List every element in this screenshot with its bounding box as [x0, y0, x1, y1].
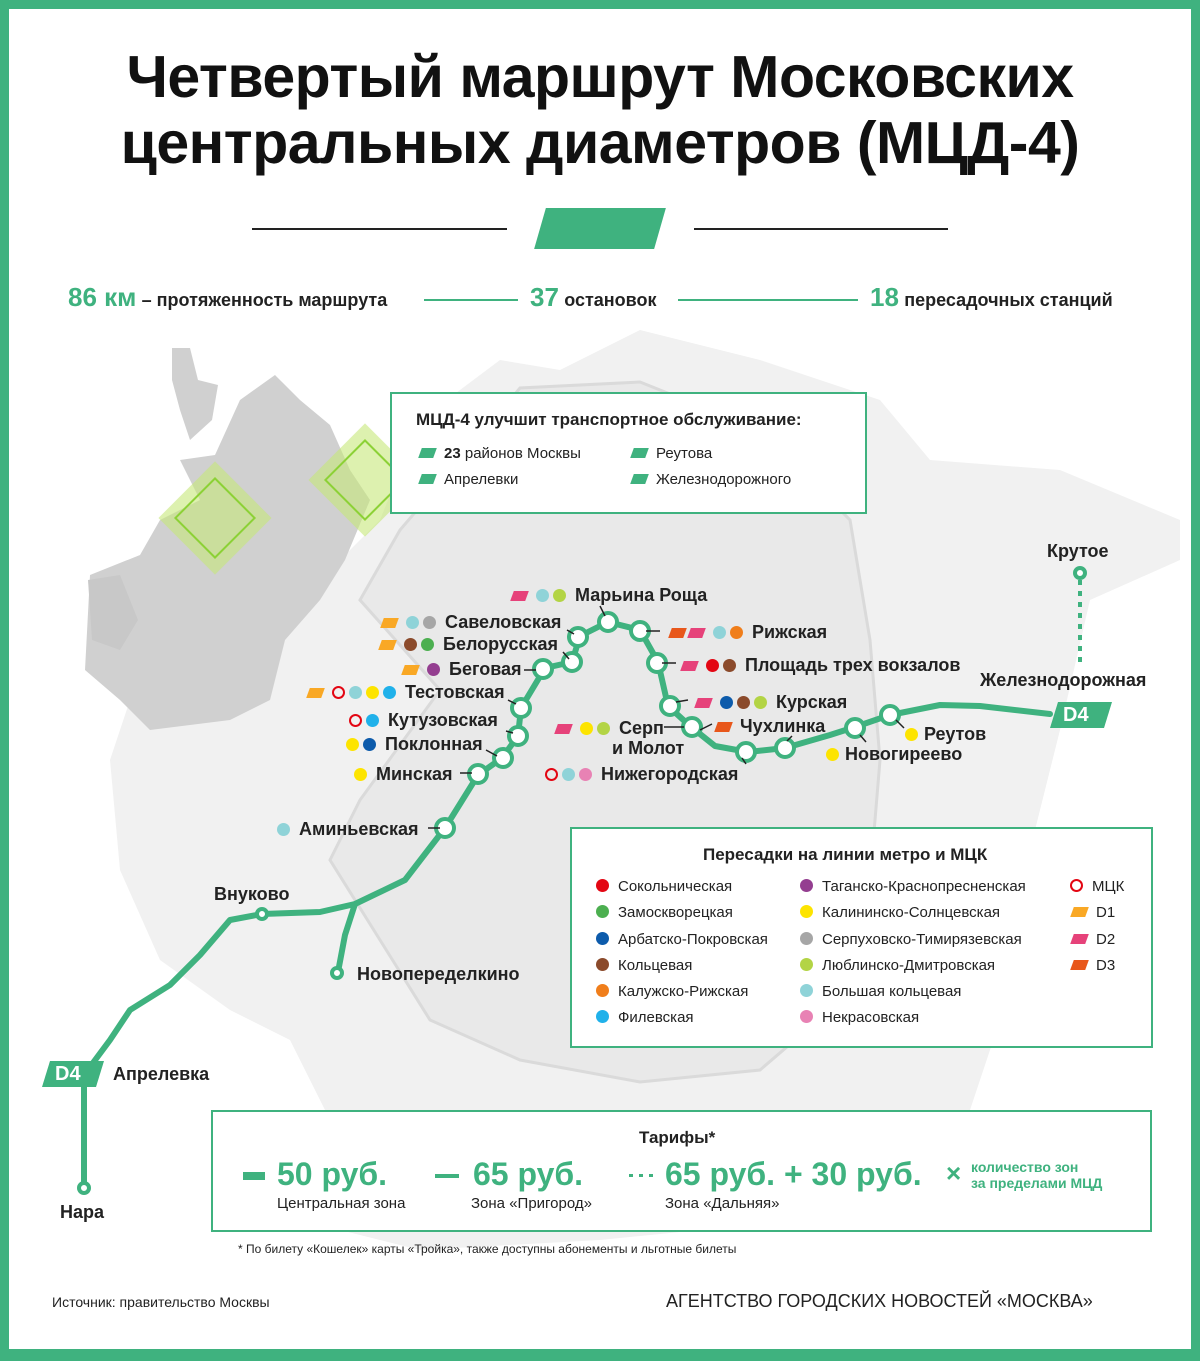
legend-sokolnicheskaya-label: Сокольническая	[618, 878, 733, 895]
nekrasovskaya-dot-icon	[579, 768, 592, 781]
agency-text: АГЕНТСТВО ГОРОДСКИХ НОВОСТЕЙ «МОСКВА»	[666, 1291, 1093, 1311]
kaluzhskaya-dot-icon	[596, 984, 609, 997]
arbatskaya-dot-icon	[720, 696, 733, 709]
transfers-legend-title: Пересадки на линии метро и МЦК	[703, 845, 988, 864]
bkl-dot-icon	[536, 589, 549, 602]
d3-flag-icon	[668, 628, 687, 638]
station-kurskaya	[696, 692, 847, 712]
station-savelovskaya	[382, 612, 561, 632]
transfers-legend	[570, 827, 1153, 1048]
d3-flag-icon	[1070, 960, 1089, 970]
d4-badge-left-text: D4	[55, 1063, 81, 1085]
legend-d1-label: D1	[1096, 904, 1116, 921]
station-three-stations-name: Площадь трех вокзалов	[745, 655, 961, 675]
title-line-1: Четвертый маршрут Московских	[126, 44, 1074, 110]
tariff-central-label: Центральная зона	[277, 1195, 406, 1212]
d1-flag-icon	[306, 688, 325, 698]
d2-flag-icon	[687, 628, 706, 638]
info-item-districts-count: 23	[444, 445, 461, 462]
station-savelovskaya-name: Савеловская	[445, 612, 562, 632]
station-nara: Нара	[60, 1202, 105, 1222]
legend-mck	[1070, 878, 1124, 896]
legend-koltsevaya-label: Кольцевая	[618, 957, 693, 974]
kaluzhskaya-dot-icon	[730, 626, 743, 639]
station-rizhskaya	[670, 622, 827, 642]
station-nizhegorodskaya-name: Нижегородская	[601, 764, 739, 784]
koltsevaya-dot-icon	[737, 696, 750, 709]
legend-serpukhovskaya	[800, 931, 1022, 949]
source-text: Источник: правительство Москвы	[52, 1294, 270, 1310]
info-flag-icon	[630, 448, 649, 458]
station-belorusskaya-name: Белорусская	[443, 634, 559, 654]
station-begovaya-name: Беговая	[449, 659, 522, 679]
d2-flag-icon	[1070, 934, 1089, 944]
kalininskaya-dot-icon	[826, 748, 839, 761]
legend-lublinskaya-label: Люблинско-Дмитровская	[822, 957, 996, 974]
kalininskaya-dot-icon	[354, 768, 367, 781]
legend-zamoskvoretskaya	[596, 904, 733, 922]
tariff-far-label: Зона «Дальняя»	[665, 1195, 780, 1212]
tariff-suburb-label: Зона «Пригород»	[471, 1195, 592, 1212]
mck-ring-icon	[349, 714, 362, 727]
district-area-north	[172, 348, 218, 440]
d4-badge-right-text: D4	[1063, 704, 1089, 726]
station-chukhlinka-name: Чухлинка	[740, 716, 826, 736]
legend-d3-label: D3	[1096, 957, 1116, 974]
legend-sokolnicheskaya	[596, 878, 732, 896]
legend-arbatskaya-label: Арбатско-Покровская	[618, 931, 768, 948]
bkl-dot-icon	[800, 984, 813, 997]
tariff-central-line-icon	[243, 1172, 265, 1180]
tariff-zones-note	[971, 1159, 1102, 1191]
info-item-aprelevka-text: Апрелевки	[444, 471, 519, 488]
lublinskaya-dot-icon	[553, 589, 566, 602]
station-three-stations	[682, 655, 960, 675]
stat-stops-value: 37	[530, 282, 559, 312]
station-serp-i-molot	[556, 718, 664, 738]
tariffs-title: Тарифы*	[639, 1128, 716, 1147]
d1-flag-icon	[1070, 907, 1089, 917]
station-kutuzovskaya-name: Кутузовская	[388, 710, 498, 730]
kalininskaya-dot-icon	[580, 722, 593, 735]
info-flag-icon	[630, 474, 649, 484]
legend-mck-label: МЦК	[1092, 878, 1125, 895]
kalininskaya-dot-icon	[800, 905, 813, 918]
station-marina-roshcha	[512, 585, 707, 605]
mck-ring-icon	[1070, 879, 1083, 892]
legend-bkl-label: Большая кольцевая	[822, 983, 962, 1000]
station-novogireevo	[826, 744, 962, 764]
legend-kalininskaya-label: Калининско-Солнцевская	[822, 904, 1001, 921]
info-item-zheleznodorozhny	[632, 471, 791, 489]
station-serp-line1: Серп	[619, 718, 664, 738]
station-krutoe: Крутое	[1047, 541, 1109, 561]
info-item-reutov-text: Реутова	[656, 445, 713, 462]
station-minskaya-name: Минская	[376, 764, 453, 784]
title-line-2: центральных диаметров (МЦД-4)	[120, 110, 1080, 176]
footnote: * По билету «Кошелек» карты «Тройка», также доступны абонементы и льготные билеты	[238, 1242, 737, 1256]
tariff-far-dashed-icon	[629, 1174, 655, 1177]
d2-flag-icon	[680, 661, 699, 671]
bkl-dot-icon	[349, 686, 362, 699]
legend-nekrasovskaya	[800, 1009, 919, 1027]
legend-d3	[1072, 957, 1115, 975]
tariff-zones-line2: за пределами МЦД	[971, 1175, 1103, 1191]
legend-tagansko	[800, 878, 1026, 896]
station-poklonnaya	[346, 734, 483, 754]
station-serp-i-molot-line2: и Молот	[612, 738, 685, 758]
station-rizhskaya-name: Рижская	[752, 622, 828, 642]
sokolnicheskaya-dot-icon	[596, 879, 609, 892]
legend-nekrasovskaya-label: Некрасовская	[822, 1009, 920, 1026]
kalininskaya-dot-icon	[366, 686, 379, 699]
mck-ring-icon	[332, 686, 345, 699]
serpukhovskaya-dot-icon	[423, 616, 436, 629]
filevskaya-dot-icon	[383, 686, 396, 699]
d2-flag-icon	[510, 591, 529, 601]
station-aminyevskaya	[277, 819, 418, 839]
station-kurskaya-name: Курская	[776, 692, 848, 712]
station-aminyevskaya-name: Аминьевская	[299, 819, 419, 839]
legend-kaluzhskaya-label: Калужско-Рижская	[618, 983, 749, 1000]
sokolnicheskaya-dot-icon	[706, 659, 719, 672]
d1-flag-icon	[378, 640, 397, 650]
lublinskaya-dot-icon	[597, 722, 610, 735]
station-nizhegorodskaya	[545, 764, 738, 784]
station-minskaya	[354, 764, 452, 784]
d2-flag-icon	[694, 698, 713, 708]
d1-flag-icon	[401, 665, 420, 675]
serpukhovskaya-dot-icon	[800, 932, 813, 945]
legend-zamoskvoretskaya-label: Замоскворецкая	[618, 904, 733, 921]
tariff-far-price: 65 руб. + 30 руб.	[665, 1156, 922, 1192]
tagansko-dot-icon	[427, 663, 440, 676]
tariff-suburb-line-icon	[435, 1174, 459, 1178]
nekrasovskaya-dot-icon	[800, 1010, 813, 1023]
legend-d2-label: D2	[1096, 931, 1116, 948]
info-box-title: МЦД-4 улучшит транспортное обслуживание:	[416, 410, 802, 429]
info-item-districts-text: районов Москвы	[464, 445, 581, 462]
station-chukhlinka	[716, 716, 825, 736]
legend-d1	[1072, 904, 1115, 922]
stat-length-label: – протяженность маршрута	[141, 290, 388, 310]
tariff-times-sign: ×	[946, 1158, 962, 1188]
legend-bkl	[800, 983, 961, 1001]
station-novoperedelkino: Новопеределкино	[357, 964, 520, 984]
legend-filevskaya	[596, 1009, 694, 1027]
station-marina-roshcha-name: Марьина Роща	[575, 585, 708, 605]
mck-ring-icon	[545, 768, 558, 781]
legend-serpukhovskaya-label: Серпуховско-Тимирязевская	[822, 931, 1022, 948]
legend-koltsevaya	[596, 957, 692, 975]
station-kutuzovskaya	[349, 710, 498, 730]
station-novogireevo-name: Новогиреево	[845, 744, 963, 764]
kalininskaya-dot-icon	[346, 738, 359, 751]
legend-arbatskaya	[596, 931, 768, 949]
legend-d2	[1072, 931, 1115, 949]
stat-transfers-value: 18	[870, 282, 899, 312]
station-belorusskaya	[380, 634, 558, 654]
arbatskaya-dot-icon	[596, 932, 609, 945]
legend-lublinskaya	[800, 957, 995, 975]
info-item-aprelevka	[420, 471, 518, 489]
arbatskaya-dot-icon	[363, 738, 376, 751]
info-box	[390, 392, 867, 514]
station-aprelevka: Апрелевка	[113, 1064, 210, 1084]
info-item-districts	[420, 445, 581, 463]
station-vnukovo: Внуково	[214, 884, 290, 904]
tariff-suburb-price: 65 руб.	[473, 1156, 584, 1192]
station-poklonnaya-name: Поклонная	[385, 734, 483, 754]
legend-filevskaya-label: Филевская	[618, 1009, 694, 1026]
lublinskaya-dot-icon	[800, 958, 813, 971]
koltsevaya-dot-icon	[723, 659, 736, 672]
tariffs-box	[211, 1110, 1152, 1232]
bkl-dot-icon	[562, 768, 575, 781]
kalininskaya-dot-icon	[905, 728, 918, 741]
legend-kaluzhskaya	[596, 983, 748, 1001]
station-begovaya	[403, 659, 522, 679]
stat-length-value: 86 км	[68, 282, 137, 312]
lublinskaya-dot-icon	[754, 696, 767, 709]
station-testovskaya	[308, 682, 505, 702]
info-flag-icon	[418, 474, 437, 484]
legend-kalininskaya	[800, 904, 1000, 922]
d1-flag-icon	[380, 618, 399, 628]
bkl-dot-icon	[713, 626, 726, 639]
tariff-central-price: 50 руб.	[277, 1156, 388, 1192]
bkl-dot-icon	[406, 616, 419, 629]
koltsevaya-dot-icon	[404, 638, 417, 651]
filevskaya-dot-icon	[366, 714, 379, 727]
tariff-zones-line1: количество зон	[971, 1159, 1079, 1175]
tagansko-dot-icon	[800, 879, 813, 892]
bkl-dot-icon	[277, 823, 290, 836]
info-item-reutov	[632, 445, 712, 463]
stat-stops-label: остановок	[564, 290, 657, 310]
station-zheleznodorozhnaya: Железнодорожная	[980, 670, 1147, 690]
station-reutov	[905, 724, 986, 744]
info-flag-icon	[418, 448, 437, 458]
d3-flag-icon	[714, 722, 733, 732]
koltsevaya-dot-icon	[596, 958, 609, 971]
station-testovskaya-name: Тестовская	[405, 682, 505, 702]
stat-transfers-label: пересадочных станций	[904, 290, 1113, 310]
legend-tagansko-label: Таганско-Краснопресненская	[822, 878, 1026, 895]
zamoskvoretskaya-dot-icon	[421, 638, 434, 651]
station-reutov-name: Реутов	[924, 724, 987, 744]
info-item-zheleznodorozhny-text: Железнодорожного	[656, 471, 792, 488]
zamoskvoretskaya-dot-icon	[596, 905, 609, 918]
filevskaya-dot-icon	[596, 1010, 609, 1023]
d2-flag-icon	[554, 724, 573, 734]
